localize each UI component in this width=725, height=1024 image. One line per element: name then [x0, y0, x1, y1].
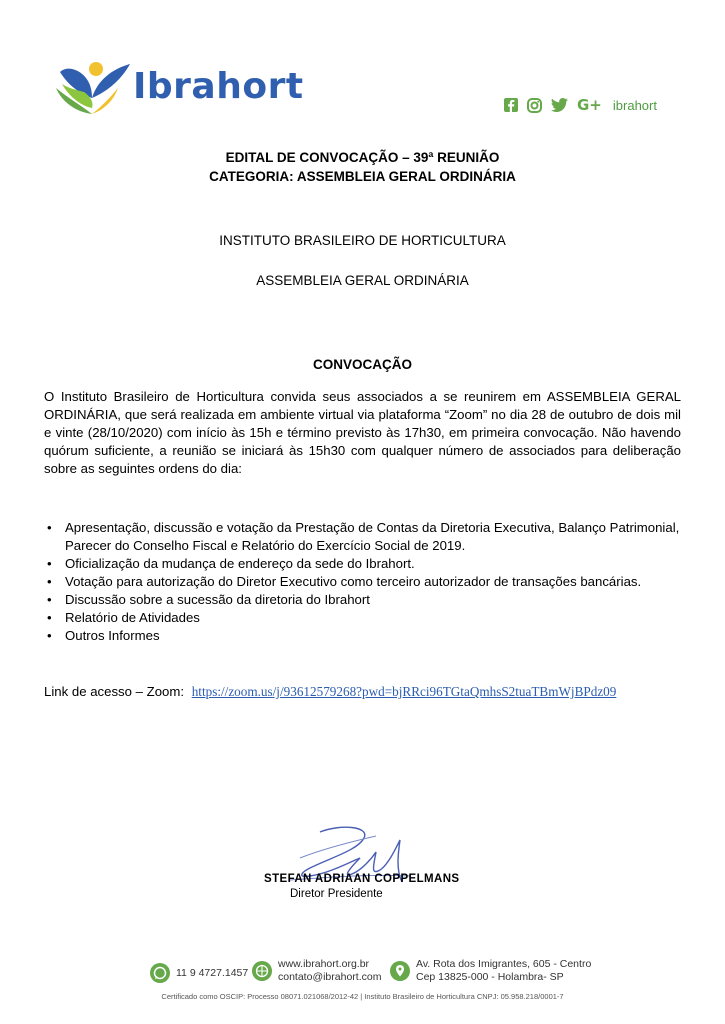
globe-icon — [252, 961, 272, 981]
zoom-link-label: Link de acesso – Zoom: — [44, 684, 185, 699]
bullet-icon: • — [47, 628, 52, 643]
agenda-item: • Oficialização da mudança de endereço da sede do Ibrahort. — [47, 556, 415, 571]
website-link[interactable]: www.ibrahort.org.br — [278, 958, 370, 970]
agenda-item: • Apresentação, discussão e votação da Prestação de Contas da Diretoria Executiva, Balanço Patrimonial, Parecer do Conselho Fiscal e Relatório do Exercício Social de 2019. — [47, 520, 680, 553]
location-pin-icon — [390, 961, 410, 981]
address-line-2: Cep 13825-000 - Holambra- SP — [416, 971, 564, 983]
certificate-line: Certificado como OSCIP: Processo 08071.021068/2012-42 | Instituto Brasileiro de Horticultura CNPJ: 05.958.218/0001-7 — [161, 992, 564, 1001]
address-line-1: Av. Rota dos Imigrantes, 605 - Centro — [416, 958, 592, 970]
logo-mark-icon — [52, 58, 134, 118]
footer-phone — [150, 963, 248, 983]
footer-address — [390, 958, 591, 984]
handwritten-signature — [280, 818, 430, 898]
instagram-icon[interactable] — [527, 98, 542, 113]
institution-name: INSTITUTO BRASILEIRO DE HORTICULTURA — [219, 233, 506, 248]
document-category: CATEGORIA: ASSEMBLEIA GERAL ORDINÁRIA — [209, 169, 516, 184]
signatory-role: Diretor Presidente — [290, 888, 383, 900]
facebook-icon[interactable] — [504, 98, 518, 112]
whatsapp-icon — [150, 963, 170, 983]
twitter-icon[interactable] — [551, 98, 568, 112]
social-links — [504, 96, 657, 114]
convocation-paragraph: O Instituto Brasileiro de Horticultura convida seus associados a se reunirem em ASSEMBLEIA GERAL ORDINÁRIA, que será realizada em ambiente virtual via plataforma “Zoom” no dia 28 de outubro de dois mil e vinte (28/10/2020) com início às 15h e término previsto às 17h30, em primeira convocação. Não havendo quórum suficiente, a reunião se iniciará às 15h30 com qualquer número de associados para deliberação sobre as seguintes ordens do dia: — [44, 389, 681, 476]
agenda-item: • Discussão sobre a sucessão da diretoria do Ibrahort — [47, 592, 370, 607]
email-link[interactable]: contato@ibrahort.com — [278, 971, 382, 983]
agenda-item: • Relatório de Atividades — [47, 610, 200, 625]
section-heading: CONVOCAÇÃO — [312, 357, 412, 372]
social-handle: ibrahort — [612, 97, 657, 113]
bullet-icon: • — [47, 556, 52, 571]
document-title: EDITAL DE CONVOCAÇÃO – 39ª REUNIÃO — [225, 150, 500, 165]
bullet-icon: • — [47, 610, 52, 625]
agenda-item: • Votação para autorização do Diretor Executivo como terceiro autorizador de transações bancárias. — [47, 574, 642, 589]
zoom-link-line — [44, 684, 616, 700]
assembly-name: ASSEMBLEIA GERAL ORDINÁRIA — [256, 273, 469, 288]
agenda-item: • Outros Informes — [47, 628, 160, 643]
brand-name: Ibrahort — [133, 66, 304, 107]
footer-web — [252, 958, 381, 984]
bullet-icon: • — [47, 592, 52, 607]
bullet-icon: • — [47, 520, 52, 535]
agenda-list — [44, 519, 694, 645]
signatory-name: STEFAN ADRIAAN COPPELMANS — [264, 873, 460, 885]
google-plus-icon[interactable]: G+ — [577, 96, 602, 114]
phone-number: 11 9 4727.1457 — [176, 967, 249, 979]
bullet-icon: • — [47, 574, 52, 589]
zoom-link[interactable]: https://zoom.us/j/93612579268?pwd=bjRRci96TGtaQmhsS2tuaTBmWjBPdz09 — [191, 684, 617, 699]
